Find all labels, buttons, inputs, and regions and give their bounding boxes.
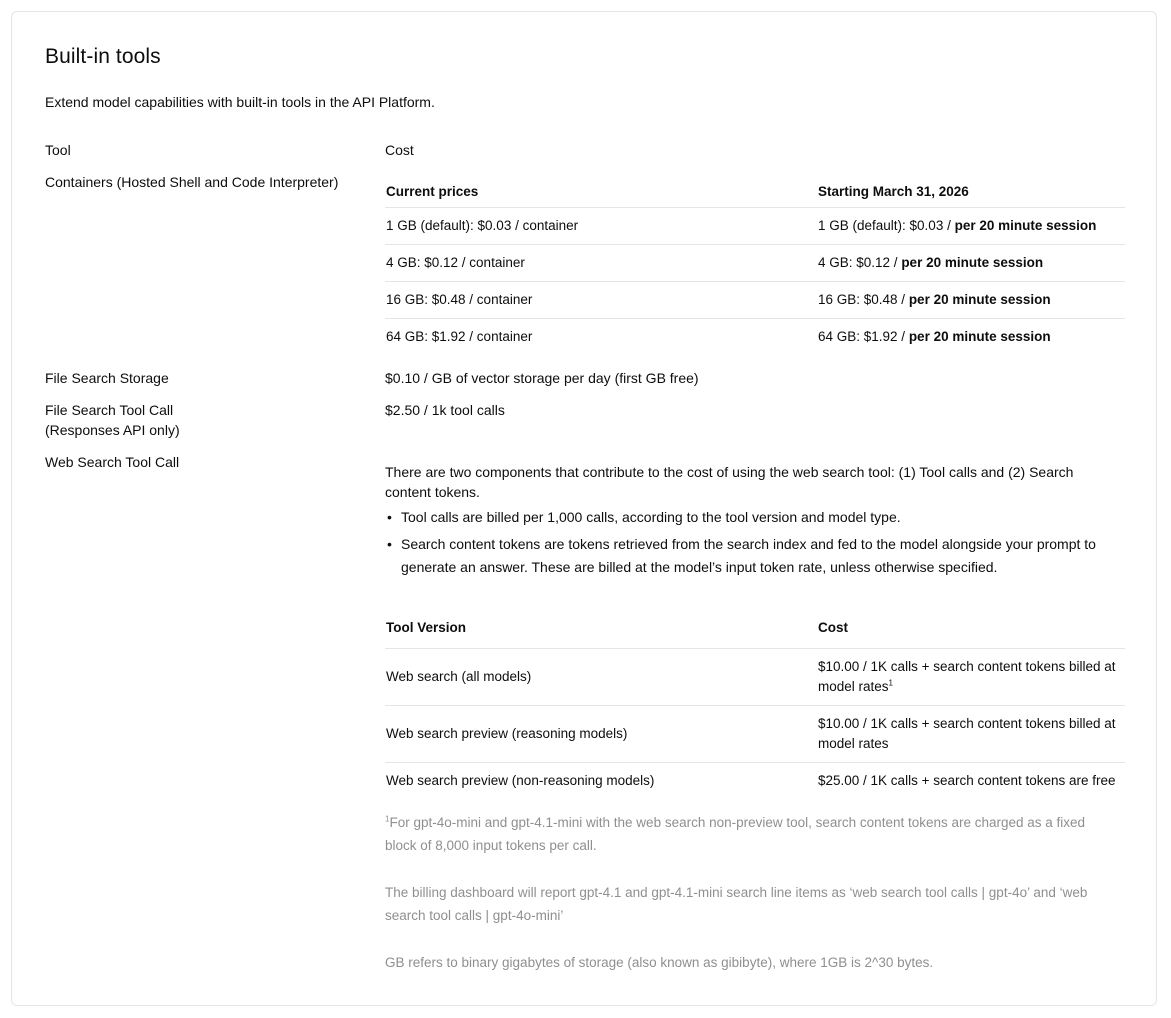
table-header-row	[385, 608, 1125, 648]
cost-column-header: Cost	[385, 142, 414, 158]
table-row	[385, 281, 1125, 318]
current-prices-header: Current prices	[385, 177, 817, 207]
file-search-call-cost: $2.50 / 1k tool calls	[385, 402, 505, 418]
table-row	[385, 762, 1125, 799]
tool-column-header: Tool	[45, 142, 71, 158]
list-item: • Search content tokens are tokens retrieved from the search index and fed to the model alongside your prompt to generate an answer. These are billed at the model’s input token rate, unless otherwise specified.	[385, 533, 1105, 579]
file-search-storage-cost: $0.10 / GB of vector storage per day (first GB free)	[385, 370, 699, 386]
future-price-cell: 1 GB (default): $0.03 / per 20 minute session	[817, 207, 1125, 244]
web-search-cost-components	[385, 506, 1105, 583]
containers-label: Containers (Hosted Shell and Code Interpreter)	[45, 174, 339, 190]
web-search-label: Web Search Tool Call	[45, 454, 180, 470]
table-header-row	[385, 177, 1125, 207]
footnote-text: $^1$For gpt-4o-mini and gpt-4.1-mini with the web search non-preview tool, search content tokens are charged as a fixed block of 8,000 input tokens per call.	[385, 814, 1086, 853]
tool-version-header: Tool Version	[385, 608, 817, 648]
future-price-cell: 16 GB: $0.48 / per 20 minute session	[817, 281, 1125, 318]
web-search-pricing-table	[385, 608, 1125, 799]
table-row	[385, 648, 1125, 705]
current-price-cell: 1 GB (default): $0.03 / container	[385, 207, 817, 244]
table-row	[385, 244, 1125, 281]
tool-version-cell: Web search preview (non-reasoning models)	[386, 772, 655, 788]
tool-version-cell: Web search preview (reasoning models)	[385, 705, 817, 762]
cost-cell: $25.00 / 1K calls + search content tokens are free	[818, 772, 1116, 788]
future-price-cell: 64 GB: $1.92 / per 20 minute session	[818, 329, 1051, 345]
tool-version-cell: Web search (all models)	[385, 648, 817, 705]
current-price-cell: 64 GB: $1.92 / container	[386, 329, 533, 345]
containers-pricing-table	[385, 177, 1125, 355]
billing-dashboard-note: The billing dashboard will report gpt-4.1 and gpt-4.1-mini search line items as ‘web search tool calls | gpt-4o’ and ‘web search tool calls | gpt-4o-mini’	[385, 885, 1088, 923]
current-price-cell: 4 GB: $0.12 / container	[385, 244, 817, 281]
footnote-marker: 1	[888, 678, 893, 687]
table-row	[385, 705, 1125, 762]
page-subtitle: Extend model capabilities with built-in tools in the API Platform.	[45, 94, 435, 110]
gb-definition-note: GB refers to binary gigabytes of storage (also known as gibibyte), where 1GB is 2^30 bytes.	[385, 955, 934, 970]
web-search-intro: There are two components that contribute to the cost of using the web search tool: (1) Tool calls and (2) Search content tokens.	[385, 464, 1074, 500]
list-item: • Tool calls are billed per 1,000 calls, according to the tool version and model type.	[385, 506, 1105, 529]
page-title: Built-in tools	[45, 45, 161, 68]
cost-cell: $10.00 / 1K calls + search content tokens billed at model rates$^1$	[817, 648, 1125, 705]
table-row	[385, 318, 1125, 355]
built-in-tools-card	[11, 11, 1157, 1006]
cost-header: Cost	[817, 608, 1125, 648]
table-row	[385, 207, 1125, 244]
file-search-storage-label: File Search Storage	[45, 370, 169, 386]
file-search-call-label: File Search Tool Call (Responses API only)	[45, 402, 180, 438]
future-prices-header: Starting March 31, 2026	[817, 177, 1125, 207]
future-price-cell: 4 GB: $0.12 / per 20 minute session	[817, 244, 1125, 281]
cost-cell: $10.00 / 1K calls + search content tokens billed at model rates	[817, 705, 1125, 762]
current-price-cell: 16 GB: $0.48 / container	[385, 281, 817, 318]
